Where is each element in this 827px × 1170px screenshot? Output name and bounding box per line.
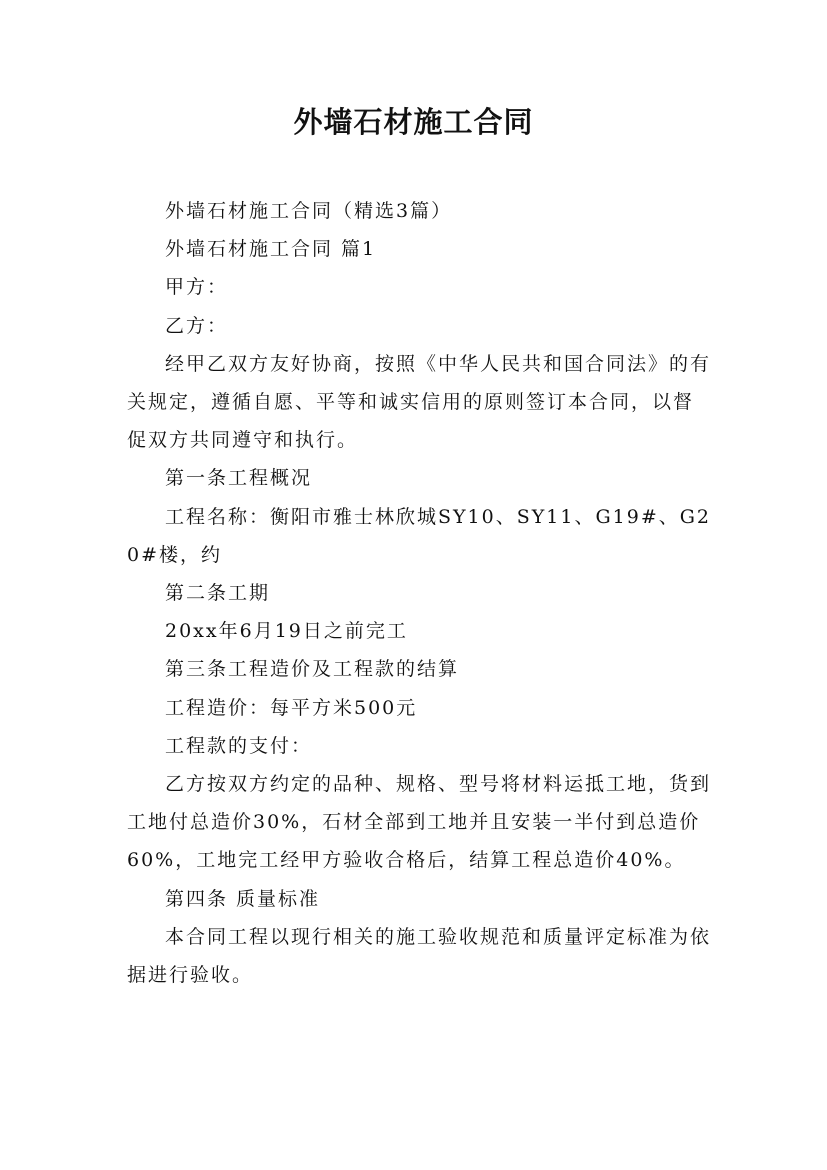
paragraph-quality-standard: 本合同工程以现行相关的施工验收规范和质量评定标准为依据进行验收。 [127,925,712,987]
paragraph-preamble: 经甲乙双方友好协商，按照《中华人民共和国合同法》的有关规定，遵循自愿、平等和诚实信用的原则签订本合同，以督促双方共同遵守和执行。 [127,352,712,452]
paragraph-clause-3-heading: 第三条工程造价及工程款的结算 [165,658,460,681]
paragraph-payment-terms: 乙方按双方约定的品种、规格、型号将材料运抵工地，货到工地付总造价30%，石材全部到工地并且安装一半付到总造价60%，工地完工经甲方验收合格后，结算工程总造价40%。 [127,773,712,872]
paragraph-clause-2-heading: 第二条工期 [165,582,271,605]
paragraph-clause-4-heading: 第四条 质量标准 [165,887,321,910]
document-body [127,192,712,994]
paragraph-completion-date: 20xx年6月19日之前完工 [165,620,408,643]
paragraph-party-b: 乙方： [165,314,229,337]
paragraph-article-heading: 外墙石材施工合同 篇1 [165,238,377,261]
paragraph-payment-heading: 工程款的支付： [165,734,313,757]
paragraph-project-name: 工程名称：衡阳市雅士林欣城SY10、SY11、G19#、G20#楼，约 [127,505,712,566]
paragraph-project-cost: 工程造价：每平方米500元 [165,696,418,719]
document-title: 外墙石材施工合同 [293,105,534,139]
paragraph-collection-title: 外墙石材施工合同（精选3篇） [165,200,453,222]
paragraph-party-a: 甲方： [165,276,229,299]
paragraph-clause-1-heading: 第一条工程概况 [165,467,313,490]
